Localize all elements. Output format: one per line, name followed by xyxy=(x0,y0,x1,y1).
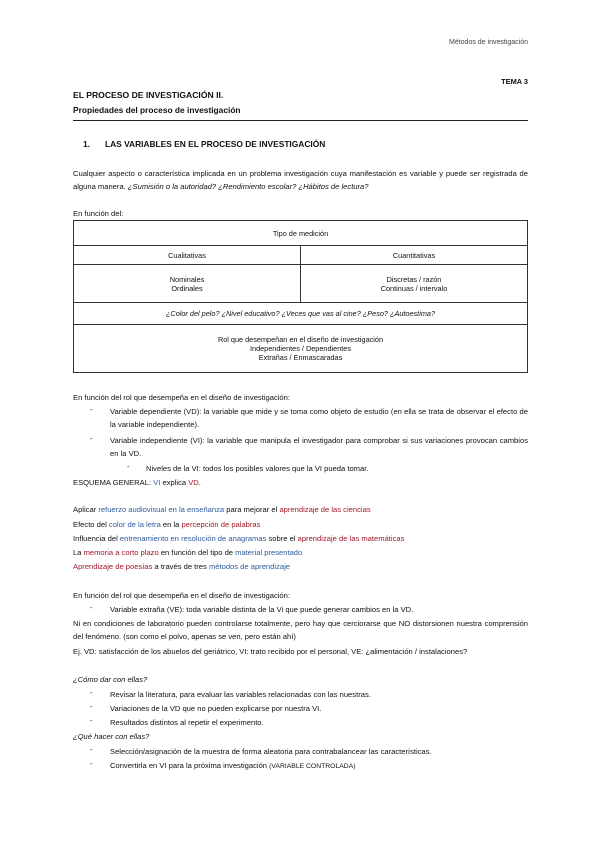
rol-line1: Independientes / Dependientes xyxy=(249,344,352,353)
example-text: a través de tres xyxy=(152,562,209,571)
section-heading xyxy=(73,139,325,149)
example-vd: aprendizaje de las matemáticas xyxy=(297,534,405,543)
ve-definition: Variable extraña (VE): toda variable distinta de la Vi que puede generar cambios en la VD. xyxy=(110,605,414,614)
find-item: Resultados distintos al repetir el experimento. xyxy=(110,718,264,727)
esquema-general xyxy=(73,476,201,489)
document-subtitle: Propiedades del proceso de investigación xyxy=(73,105,241,115)
section-number: 1. xyxy=(83,139,90,149)
example-vd: percepción de palabras xyxy=(181,520,261,529)
do-item-text: Convertirla en VI para la próxima investigación xyxy=(110,761,270,770)
example-vi: entrenamiento en resolución de anagramas xyxy=(119,534,267,543)
discretas: Discretas / razón xyxy=(386,274,442,284)
nominales: Nominales xyxy=(169,274,205,284)
block2-intro: En función del rol que desempeña en el diseño de investigación: xyxy=(73,591,290,600)
example-vi: material presentado xyxy=(235,548,303,557)
find-item: Variaciones de la VD que no pueden explicarse por nuestra VI. xyxy=(110,704,322,713)
topic-number: TEMA 3 xyxy=(501,77,528,86)
example-line xyxy=(73,503,371,516)
bullet-marker: - xyxy=(90,603,93,612)
example-text: sobre el xyxy=(266,534,298,543)
bullet-marker: - xyxy=(90,759,93,768)
bullet-marker: - xyxy=(127,462,130,471)
do-item xyxy=(110,759,356,773)
esquema-label: ESQUEMA GENERAL: xyxy=(73,478,154,487)
en-funcion-label: En función del: xyxy=(73,209,124,218)
example-vd: memoria a corto plazo xyxy=(83,548,159,557)
intro-paragraph xyxy=(73,167,528,193)
cualitativas-types xyxy=(74,265,301,303)
table-header: Tipo de medición xyxy=(74,221,528,246)
cuantitativas-types xyxy=(301,265,528,303)
title-rule xyxy=(73,120,528,121)
esquema-end: . xyxy=(198,478,201,487)
bullet-marker: - xyxy=(90,434,93,443)
ve-control-paragraph: Ni en condiciones de laboratorio pueden controlarse totalmente, pero hay que cerciorarse que NO distorsionen nuestra comprensión del fenómeno. (son como el polvo, apenas se ven, pero están ahí) xyxy=(73,619,528,641)
example-vd: Aprendizaje de poesías xyxy=(73,562,153,571)
intro-text: Cualquier aspecto o característica implicada en un problema investigación cuya manifestación es variable y puede ser registrada de alguna manera. xyxy=(73,169,528,191)
rol-title: Rol que desempeñan en el diseño de investigación xyxy=(217,335,384,344)
esquema-vd: VD xyxy=(188,478,199,487)
esquema-mid: explica xyxy=(160,478,189,487)
vi-levels: Niveles de la VI: todos los posibles valores que la VI pueda tomar. xyxy=(146,464,369,473)
document-title: EL PROCESO DE INVESTIGACIÓN II. xyxy=(73,90,224,100)
block1-intro: En función del rol que desempeña en el diseño de investigación: xyxy=(73,393,290,402)
bullet-marker: - xyxy=(90,688,93,697)
rol-cell xyxy=(74,325,528,373)
example-line xyxy=(73,560,290,573)
bullet-marker: - xyxy=(90,745,93,754)
example-text: Influencia del xyxy=(73,534,120,543)
section-title: LAS VARIABLES EN EL PROCESO DE INVESTIGACIÓN xyxy=(105,139,326,149)
example-text: Efecto del xyxy=(73,520,109,529)
example-text: La xyxy=(73,548,84,557)
example-line xyxy=(73,546,302,559)
example-text: Aplicar xyxy=(73,505,99,514)
table-examples: ¿Color del pelo? ¿Nivel educativo? ¿Veces que vas al cine? ¿Peso? ¿Autoestima? xyxy=(74,303,528,325)
example-vi: refuerzo audiovisual en la enseñanza xyxy=(98,505,225,514)
col-cuantitativas: Cuantitativas xyxy=(301,246,528,265)
example-paragraph: Ej. VD: satisfacción de los abuelos del geriátrico, VI: trato recibido por el personal, VE: ¿alimentación / instalaciones? xyxy=(73,647,468,656)
bullet-marker: - xyxy=(90,405,93,414)
example-text: para mejorar el xyxy=(224,505,280,514)
find-item: Revisar la literatura, para evaluar las variables relacionadas con las nuestras. xyxy=(110,690,371,699)
intro-examples: ¿Sumisión o la autoridad? ¿Rendimiento escolar? ¿Hábitos de lectura? xyxy=(127,182,369,191)
controlled-variable-tag: (VARIABLE CONTROLADA) xyxy=(269,763,356,770)
example-line xyxy=(73,532,404,545)
example-line xyxy=(73,518,260,531)
example-vi: métodos de aprendizaje xyxy=(208,562,290,571)
ordinales: Ordinales xyxy=(171,283,203,293)
esquema-vi: VI xyxy=(153,478,161,487)
example-text: en función del tipo de xyxy=(158,548,236,557)
example-vd: aprendizaje de las ciencias xyxy=(279,505,371,514)
example-vi: color de la letra xyxy=(108,520,161,529)
vd-definition: Variable dependiente (VD): la variable que mide y se toma como objeto de estudio (en ella se trata de observar el efecto de la variable independiente). xyxy=(110,407,528,429)
vi-definition: Variable independiente (VI): la variable que manipula el investigador para comprobar si sus variaciones provocan cambios en la VD. xyxy=(110,436,528,458)
question-how-find: ¿Cómo dar con ellas? xyxy=(73,675,148,684)
question-what-do: ¿Qué hacer con ellas? xyxy=(73,732,150,741)
example-text: en la xyxy=(160,520,182,529)
rol-line2: Extrañas / Enmascaradas xyxy=(258,353,343,362)
col-cualitativas: Cualitativas xyxy=(74,246,301,265)
continuas: Continuas / intervalo xyxy=(380,283,448,293)
do-item: Selección/asignación de la muestra de forma aleatoria para contrabalancear las características. xyxy=(110,747,432,756)
measurement-table xyxy=(73,220,528,373)
bullet-marker: - xyxy=(90,702,93,711)
running-header: Métodos de investigación xyxy=(449,39,528,46)
bullet-marker: - xyxy=(90,716,93,725)
